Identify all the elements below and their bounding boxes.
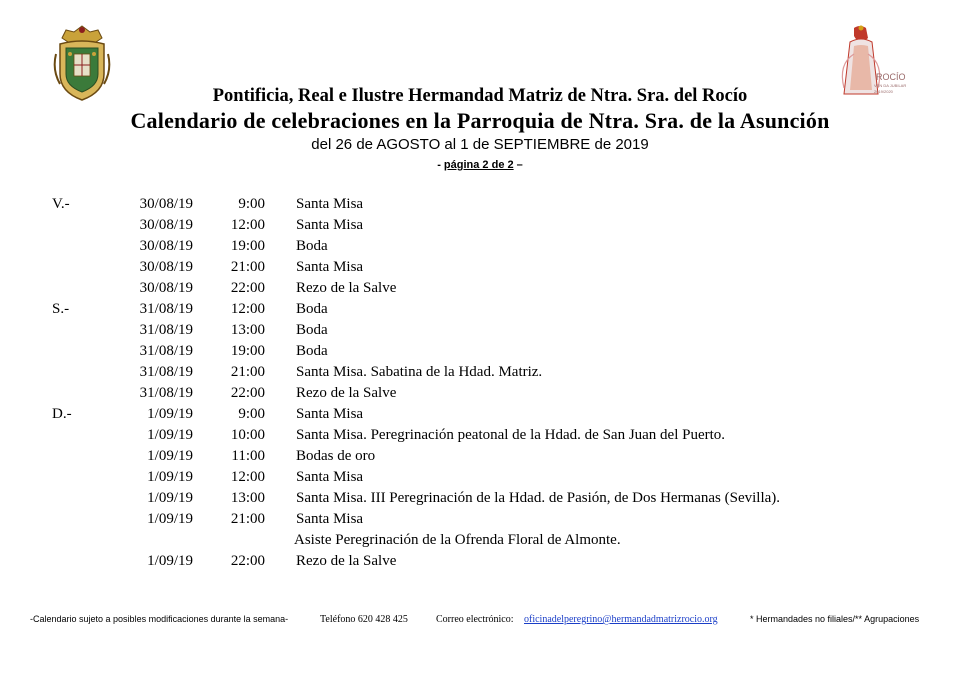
document-title: Calendario de celebraciones en la Parroquia de Ntra. Sra. de la Asunción [130, 108, 830, 133]
event-time: 13:00 [230, 490, 265, 506]
event-time: 13:00 [230, 322, 265, 338]
footer-email-label: Correo electrónico: [436, 614, 514, 625]
event-date: 1/09/19 [147, 469, 193, 485]
event-time: 11:00 [231, 448, 265, 464]
event-time: 12:00 [230, 217, 265, 233]
page-label: página 2 de 2 [443, 159, 514, 171]
schedule-row [0, 467, 960, 488]
event-description: Bodas de oro [296, 448, 376, 464]
logo-text-rocio: ROCÍO [876, 72, 906, 82]
logo-text-sub: VEN DA JUBILAR [874, 83, 906, 88]
event-date: 1/09/19 [147, 490, 193, 506]
event-description: Boda [296, 238, 328, 254]
event-date: 30/08/19 [139, 217, 193, 233]
event-time: 22:00 [230, 385, 265, 401]
event-time: 22:00 [230, 280, 265, 296]
day-label: V.- [52, 196, 70, 212]
event-description: Santa Misa [296, 406, 364, 422]
event-description: Santa Misa [296, 469, 364, 485]
schedule-row [0, 320, 960, 341]
footer [0, 614, 960, 628]
schedule-row [0, 362, 960, 383]
event-time: 22:00 [230, 553, 265, 569]
event-description: Santa Misa. Sabatina de la Hdad. Matriz. [296, 364, 543, 380]
event-date: 31/08/19 [139, 322, 193, 338]
event-date: 1/09/19 [147, 427, 193, 443]
schedule-row [0, 236, 960, 257]
schedule-list [0, 194, 960, 572]
event-description: Asiste Peregrinación de la Ofrenda Floral de Almonte. [294, 532, 621, 548]
event-description: Santa Misa [296, 196, 364, 212]
event-date: 1/09/19 [147, 511, 193, 527]
page-indicator [0, 159, 960, 171]
event-time: 19:00 [230, 238, 265, 254]
schedule-row [0, 278, 960, 299]
event-time: 9:00 [238, 406, 265, 422]
event-description: Rezo de la Salve [296, 553, 397, 569]
schedule-row [0, 383, 960, 404]
event-date: 30/08/19 [139, 196, 193, 212]
event-description: Santa Misa [296, 511, 364, 527]
schedule-row [0, 446, 960, 467]
schedule-row [0, 530, 960, 551]
day-label: D.- [52, 406, 72, 422]
schedule-row [0, 257, 960, 278]
event-time: 21:00 [230, 511, 265, 527]
event-time: 21:00 [230, 259, 265, 275]
footer-note: * Hermandades no filiales/** Agrupaciones [750, 614, 920, 624]
footer-email-link[interactable]: oficinadelperegrino@hermandadmatrizrocio.org [524, 614, 718, 625]
page-prefix: - [437, 159, 444, 171]
event-description: Santa Misa. Peregrinación peatonal de la Hdad. de San Juan del Puerto. [296, 427, 726, 443]
schedule-row [0, 215, 960, 236]
event-description: Boda [296, 301, 328, 317]
schedule-row [0, 341, 960, 362]
event-date: 31/08/19 [139, 364, 193, 380]
event-date: 31/08/19 [139, 301, 193, 317]
event-date: 1/09/19 [147, 406, 193, 422]
day-label: S.- [52, 301, 70, 317]
date-range: del 26 de AGOSTO al 1 de SEPTIEMBRE de 2019 [311, 136, 649, 153]
event-description: Rezo de la Salve [296, 385, 397, 401]
event-description: Santa Misa [296, 259, 364, 275]
event-date: 30/08/19 [139, 238, 193, 254]
event-description: Boda [296, 322, 328, 338]
schedule-row [0, 299, 960, 320]
event-date: 31/08/19 [139, 385, 193, 401]
event-date: 30/08/19 [139, 259, 193, 275]
event-time: 12:00 [230, 469, 265, 485]
event-date: 1/09/19 [147, 553, 193, 569]
schedule-row [0, 425, 960, 446]
event-date: 1/09/19 [147, 448, 193, 464]
event-date: 30/08/19 [139, 280, 193, 296]
schedule-row [0, 194, 960, 215]
event-time: 21:00 [230, 364, 265, 380]
footer-phone: Teléfono 620 428 425 [320, 614, 408, 625]
schedule-row [0, 551, 960, 572]
event-date: 31/08/19 [139, 343, 193, 359]
event-description: Santa Misa. III Peregrinación de la Hdad. de Pasión, de Dos Hermanas (Sevilla). [296, 490, 781, 506]
event-description: Rezo de la Salve [296, 280, 397, 296]
event-time: 12:00 [230, 301, 265, 317]
event-time: 10:00 [230, 427, 265, 443]
event-time: 19:00 [230, 343, 265, 359]
logo-text-year: 2019/2020 [874, 89, 893, 94]
event-description: Santa Misa [296, 217, 364, 233]
event-description: Boda [296, 343, 328, 359]
page-suffix: – [513, 159, 523, 171]
brotherhood-name: Pontificia, Real e Ilustre Hermandad Matriz de Ntra. Sra. del Rocío [212, 86, 748, 106]
schedule-row [0, 509, 960, 530]
footer-disclaimer: -Calendario sujeto a posibles modificaciones durante la semana- [30, 614, 289, 624]
schedule-row [0, 404, 960, 425]
schedule-row [0, 488, 960, 509]
event-time: 9:00 [238, 196, 265, 212]
